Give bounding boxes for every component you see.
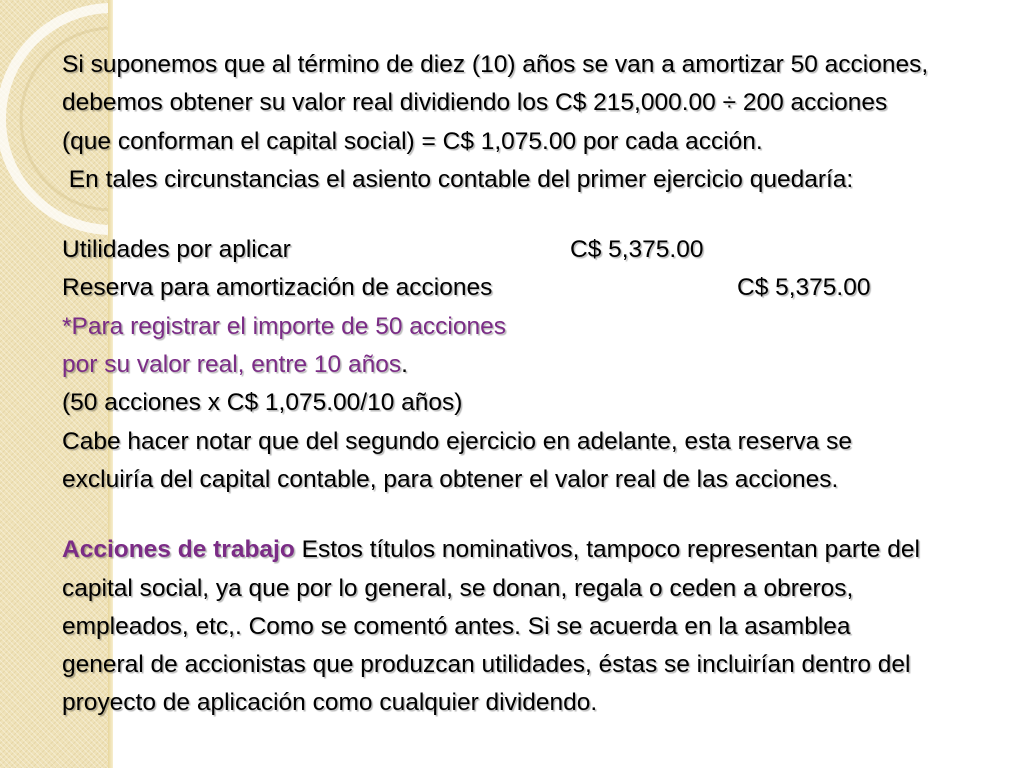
credit-amount: C$ 5,375.00 (737, 274, 871, 302)
spacer (62, 499, 992, 531)
calculation-line: (50 acciones x C$ 1,075.00/10 años) (62, 389, 463, 417)
paragraph-3-line-1 (62, 531, 992, 569)
paragraph-3-line-2: capital social, ya que por lo general, se donan, regala o ceden a obreros, (62, 574, 854, 602)
paragraph-2-line-1: Cabe hacer notar que del segundo ejercicio en adelante, esta reserva se (62, 427, 852, 455)
paragraph-2-line-2: excluiría del capital contable, para obtener el valor real de las acciones. (62, 465, 839, 493)
debit-account: Utilidades por aplicar (62, 236, 291, 264)
entry-note-text: por su valor real, entre 10 años (62, 351, 402, 379)
paragraph-3-line-1-rest: Estos títulos nominativos, tampoco representan parte del (294, 536, 920, 564)
slide-body (62, 46, 992, 723)
journal-entry-debit-row (62, 231, 992, 269)
paragraph-3-line-4: general de accionistas que produzcan utilidades, éstas se incluirían dentro del (62, 651, 911, 679)
paragraph-3-line-5: proyecto de aplicación como cualquier dividendo. (62, 689, 598, 717)
debit-amount: C$ 5,375.00 (570, 236, 704, 264)
entry-note-line-2 (62, 346, 992, 384)
paragraph-1-line-1: Si suponemos que al término de diez (10) años se van a amortizar 50 acciones, (62, 51, 929, 78)
paragraph-1-line-3: (que conforman el capital social) = C$ 1,075.00 por cada acción. (62, 127, 763, 155)
paragraph-3-line-3: empleados, etc,. Como se comentó antes. Si se acuerda en la asamblea (62, 612, 851, 640)
term-acciones-de-trabajo: Acciones de trabajo (62, 536, 295, 564)
credit-account: Reserva para amortización de acciones (62, 274, 493, 302)
journal-entry-credit-row (62, 269, 992, 307)
paragraph-1-line-4: En tales circunstancias el asiento contable del primer ejercicio quedaría: (62, 165, 854, 193)
entry-note-period: . (401, 351, 408, 379)
spacer (62, 199, 992, 231)
entry-note-line-1: *Para registrar el importe de 50 acciones (62, 312, 506, 340)
paragraph-1-line-2: debemos obtener su valor real dividiendo los C$ 215,000.00 ÷ 200 acciones (62, 89, 888, 117)
